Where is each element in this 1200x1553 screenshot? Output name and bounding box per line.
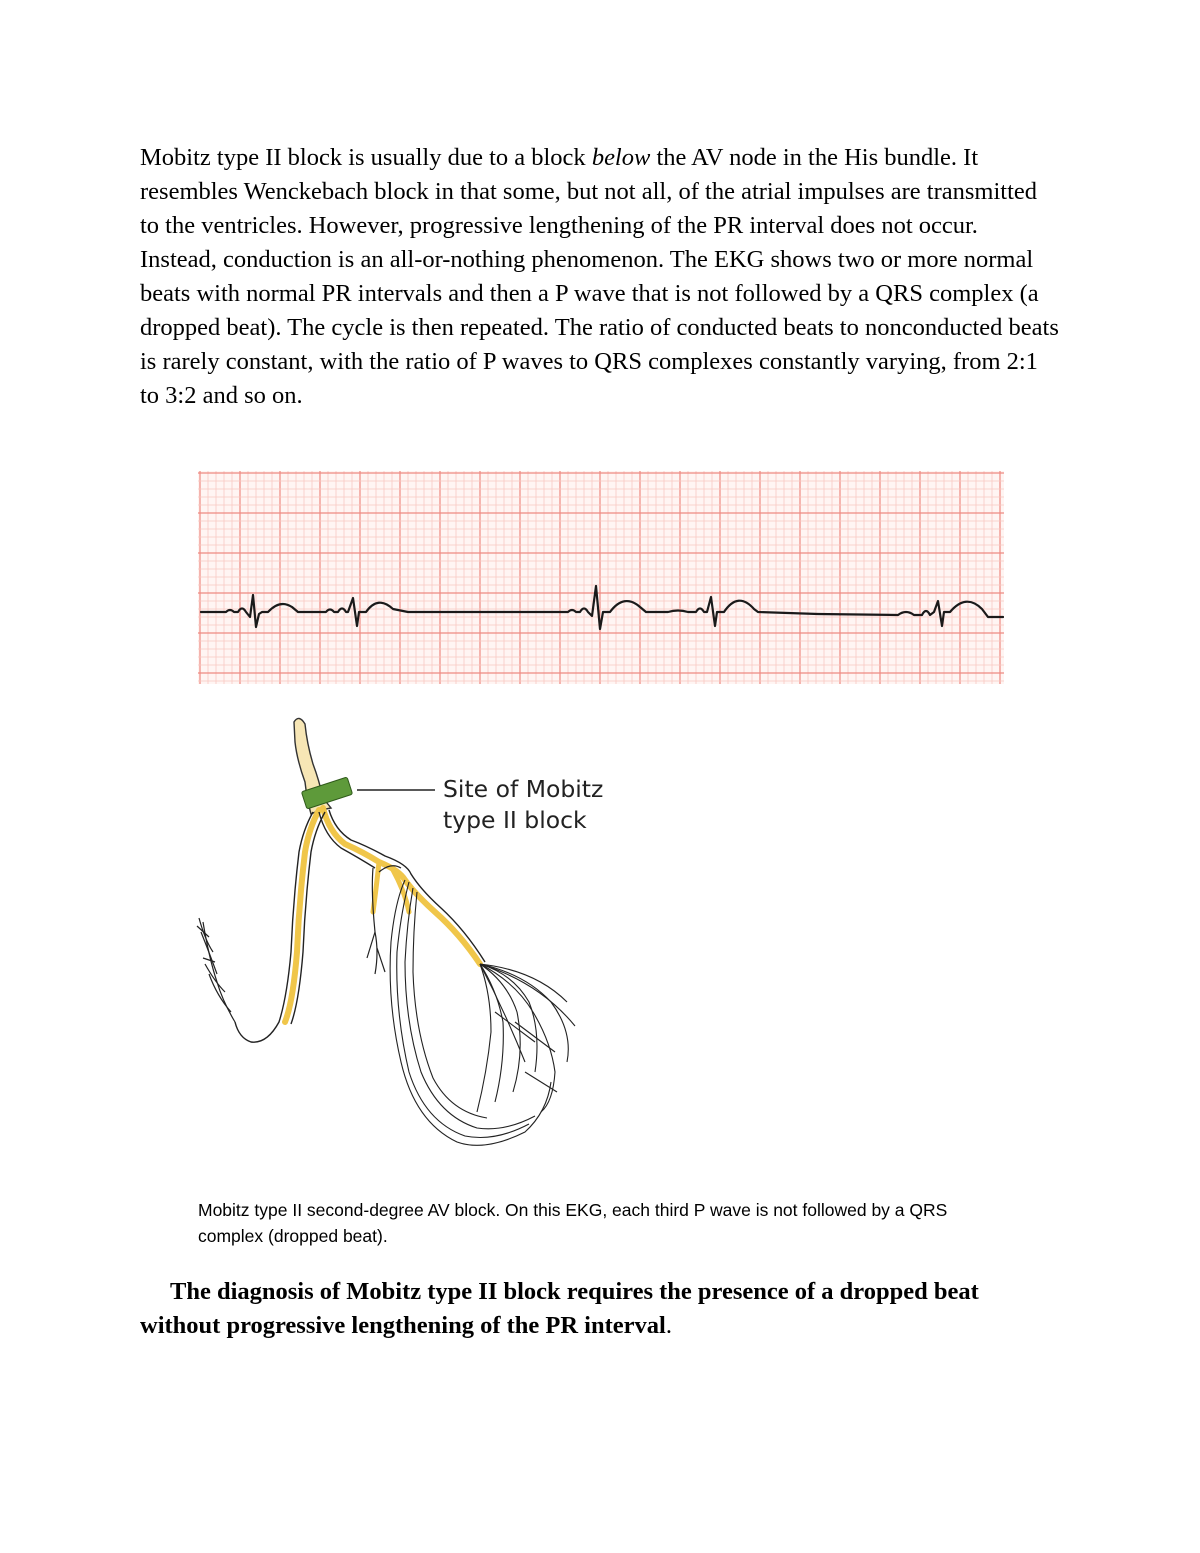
block-site-label-line2: type II block: [443, 806, 587, 834]
right-bundle-outline: [235, 812, 325, 1042]
block-site-label: [443, 774, 683, 836]
conclusion-paragraph: [140, 1275, 1060, 1343]
intro-paragraph: [140, 141, 1060, 413]
conclusion-text: The diagnosis of Mobitz type II block requires the presence of a dropped beat without progressive lengthening of the PR interval: [140, 1278, 979, 1339]
intro-text-rest: the AV node in the His bundle. It resembles Wenckebach block in that some, but not all, of the atrial impulses are transmitted to the ventricles. However, progressive lengthening of the PR interval does not occur. Instead, conduction is an all-or-nothing phenomenon. The EKG shows two or more normal beats with normal PR intervals and then a P wave that is not followed by a QRS complex (a dropped beat). The cycle is then repeated. The ratio of conducted beats to nonconducted beats is rarely constant, with the ratio of P waves to QRS complexes constantly varying, from 2:1 to 3:2 and so on.: [140, 144, 1059, 409]
ekg-strip: [198, 471, 1004, 684]
intro-emphasis: below: [591, 144, 651, 171]
conclusion-period: .: [665, 1312, 672, 1339]
block-site-label-line1: Site of Mobitz: [443, 775, 604, 803]
figure-caption: Mobitz type II second-degree AV block. On this EKG, each third P wave is not followed by a QRS complex (dropped beat).: [198, 1200, 948, 1246]
ekg-grid: [198, 471, 1004, 684]
posterior-purkinje-network: [390, 880, 575, 1145]
ekg-grid-background: [198, 471, 1004, 684]
anterior-fascicle-fibers: [367, 866, 401, 974]
intro-text-start: Mobitz type II block is usually due to a block: [140, 144, 592, 171]
left-purkinje-fibers: [197, 918, 235, 1022]
